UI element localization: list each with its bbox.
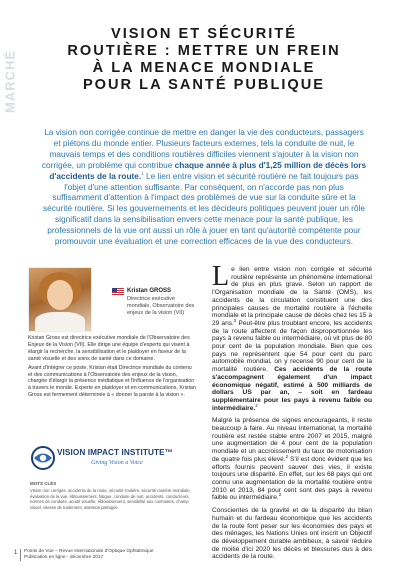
bio-paragraph-1: Kristan Gross est directrice exécutive mondiale de l'Observatoire des Enjeux de la Vision (VII). Elle dirige une équipe d'experts qui visent à élargir la recherche, la sensibilisation et le plaidoyer en faveur de la santé visuelle et des soins de santé dans ce domaine. — [28, 335, 190, 362]
article-body — [212, 261, 372, 566]
section-label — [3, 36, 17, 126]
author-photo — [28, 267, 92, 332]
title-line-1: VISION ET SÉCURITÉ — [110, 26, 297, 42]
intro-footnote-ref: 1 — [141, 170, 144, 176]
title-line-4: POUR LA SANTÉ PUBLIQUE — [82, 77, 326, 93]
logo-name: VISION IMPACT INSTITUTE™ — [57, 448, 173, 457]
footer-divider — [20, 549, 21, 561]
title-line-2: ROUTIÈRE : METTRE UN FREIN — [67, 43, 341, 59]
eye-logo-icon — [30, 445, 56, 471]
author-bio — [28, 335, 196, 401]
author-name: Kristan GROSS — [127, 288, 172, 294]
intro-paragraph — [40, 127, 368, 247]
footer-publication — [24, 549, 284, 561]
body-paragraph-3: Conscientes de la gravité et de la disparité du bilan humain et du fardeau économique que les accidents de la route font peser sur les économies des pays et des ménages, les Nations Unies ont inscrit un Objectif de développement durable ambitieux, à savoir réduire de moitié d'ici 2020 les décès et blessures dus à des accidents de la route. — [212, 507, 372, 561]
body-highlight: Ces accidents de la route s'accompagnent également d'un impact économique négatif, estimé à 500 milliards de dollars US par an, – soit en fardeau supplémentaire pour les pays à revenu faible ou intermédiaire. — [212, 366, 372, 412]
body-paragraph-2: Malgré la présence de signes encourageants, il reste beaucoup à faire. Au niveau international, la mortalité routière est restée stable entre 2007 et 2015, malgré une augmentation de 4 pour cent de la population mondiale et un accroissement du taux de motorisation de quatre fois plus élevé.$^2$ S'il est donc évident que les efforts fournis peuvent sauver des vies, il existe toujours une disparité. En effet, sur les 68 pays qui ont connu une augmentation de la mortalité routière entre 2010 et 2013, 84 pour cent sont des pays à revenu faible ou intermédiaire.$^2$ — [212, 417, 372, 502]
drop-cap: L — [212, 261, 230, 292]
bio-paragraph-2: Avant d'intégrer ce poste, Kristan était Directrice mondiale du contenu et des communications à l'Observatoire des enjeux de la vision, chargée d'élargir la présence médiatique et l'influence de l'organisation à travers le monde. Experte en plaidoyer et en communications, Kristan Gross est fermement déterminée à « donner la parole à la vision ». — [28, 364, 196, 399]
title-line-3: À LA MENACE MONDIALE — [92, 60, 316, 76]
author-role: Directrice exécutive mondiale, Observatoire des enjeux de la vision (VII) — [127, 296, 195, 316]
section-label-text: MARCHÉ — [2, 49, 18, 114]
footer-line-2: Publication en ligne - décembre 2017 — [24, 555, 104, 560]
intro-text-1: La vision non corrigée continue de mettre en danger la vie des conducteurs, passagers et piétons du monde entier. Plusieurs facteurs externes, tels la conduite de nuit, le mauvais temps et des conditions routières difficiles viennent s'ajouter à la vision non corrigée, un problème qui contribue — [41, 127, 364, 170]
keywords-box — [30, 481, 196, 510]
logo-tagline: Giving Vision a Voice — [91, 460, 143, 466]
intro-text-2: Le lien entre vision et sécurité routière ne fait toujours pas l'objet d'une attention suffisante. Par conséquent, on n'accorde pas non plus suffisamment d'attention à l'impact des problèmes de vue sur la conduite sûre et la sécurité routière. Si les gouvernements et les décideurs politiques peuvent jouer un rôle significatif dans la sensibilisation envers cette menace pour la santé publique, les professionnels de la vue ont aussi un rôle à jouer en tant qu'autorité compétente pour promouvoir une évaluation et une correction efficaces de la vue des conducteurs. — [43, 170, 365, 247]
keywords-heading: MOTS CLÉS — [30, 481, 57, 486]
us-flag-icon — [112, 288, 124, 296]
intro-highlight: chaque année à plus d'1,25 million de décès lors d'accidents de la route. — [49, 159, 367, 181]
keywords-text: Vision non corrigée, accidents de la route, sécurité routière, sécurité routière mondiale, évaluation de la vue, éblouissement, fatigue, conduite de nuit, accidents, conducteurs, normes de conduite, acuité visuelle, éblouissement, sensibilité aux contrastes, champ visuel, vitesse de traitement, attention partagée. — [30, 488, 191, 510]
vision-impact-institute-logo — [30, 445, 196, 473]
article-title — [28, 26, 380, 94]
page-number: 1 — [14, 550, 18, 556]
body-paragraph-1: Le lien entre vision non corrigée et sécurité routière représente un phénomène international de plus en plus grave. Selon un rapport de l'Organisation mondiale de la Santé (OMS), les accidents de la circulation constituent une des principales causes de mortalité routière à l'échelle mondiale et la principale cause de décès chez les 15 à 29 ans.$^2$ Peut-être plus troublant encore, les accidents de la route affectent de façon disproportionnée les pays à revenu faible ou intermédiaire, où vit plus de 80 pour cent de la population mondiale. Bien que ces pays ne représentent que 54 pour cent du parc automobile mondial, on y recense 90 pour cent de la mortalité routière. Ces accidents de la route s'accompagnent également d'un impact économique négatif, estimé à 500 milliards de dollars US par an, – soit en fardeau supplémentaire pour les pays à revenu faible ou intermédiaire.$^2$ — [212, 261, 372, 412]
footer-line-1: Points de Vue – Revue Internationale d'Optique Ophtalmique — [24, 549, 154, 554]
